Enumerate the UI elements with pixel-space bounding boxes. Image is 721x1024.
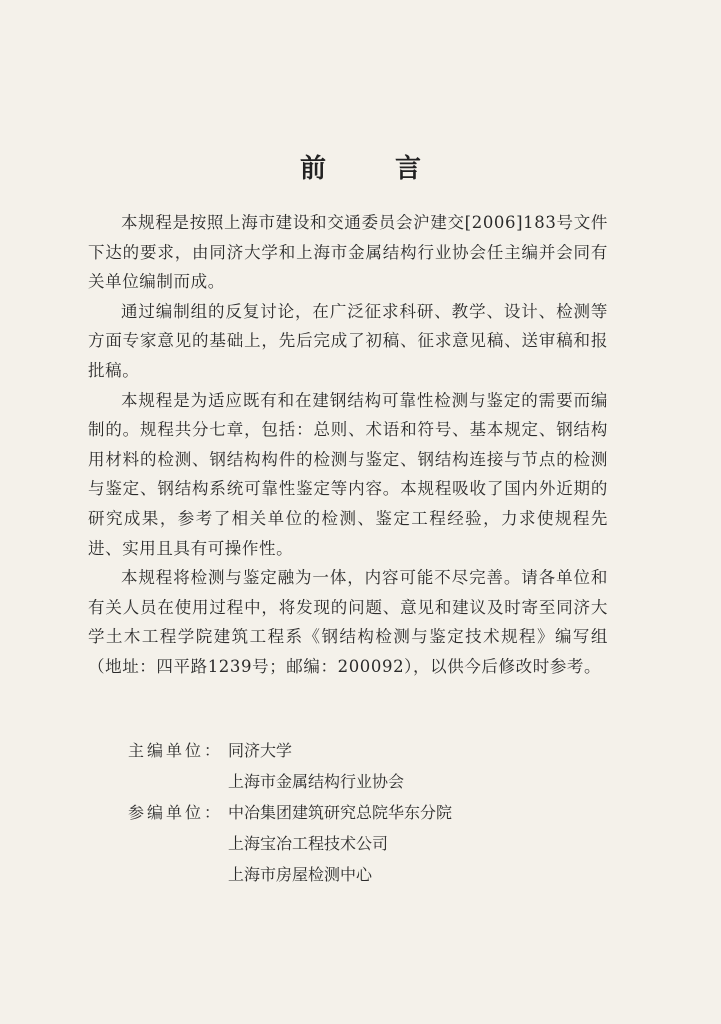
participants-label: 参编单位： <box>128 803 224 822</box>
chief-editor-unit: 同济大学 <box>228 741 293 760</box>
chief-editor-row <box>128 735 452 766</box>
participant-unit: 中冶集团建筑研究总院华东分院 <box>228 803 453 822</box>
editing-units <box>128 735 452 890</box>
chief-editor-label: 主编单位： <box>128 741 224 760</box>
participant-unit: 上海宝冶工程技术公司 <box>228 834 389 853</box>
paragraph-4: 本规程将检测与鉴定融为一体，内容可能不尽完善。请各单位和有关人员在使用过程中，将发现的问题、意见和建议及时寄至同济大学土木工程学院建筑工程系《钢结构检测与鉴定技术规程》编写组（地址：四平路1239号；邮编：200092），以供今后修改时参考。 <box>88 568 608 676</box>
participant-row <box>128 797 452 828</box>
paragraph-1: 本规程是按照上海市建设和交通委员会沪建交[2006]183号文件下达的要求，由同济大学和上海市金属结构行业协会任主编并会同有关单位编制而成。 <box>88 213 608 292</box>
chief-editor-unit: 上海市金属结构行业协会 <box>228 772 405 791</box>
paragraph-3: 本规程是为适应既有和在建钢结构可靠性检测与鉴定的需要而编制的。规程共分七章，包括：总则、术语和符号、基本规定、钢结构用材料的检测、钢结构构件的检测与鉴定、钢结构连接与节点的检测与鉴定、钢结构系统可靠性鉴定等内容。本规程吸收了国内外近期的研究成果，参考了相关单位的检测、鉴定工程经验，力求使规程先进、实用且具有可操作性。 <box>88 390 608 558</box>
preface-body <box>88 208 608 682</box>
page-title: 前 言 <box>299 154 452 184</box>
paragraph-2: 通过编制组的反复讨论，在广泛征求科研、教学、设计、检测等方面专家意见的基础上，先后完成了初稿、征求意见稿、送审稿和报批稿。 <box>88 301 608 380</box>
participant-unit: 上海市房屋检测中心 <box>228 865 373 884</box>
